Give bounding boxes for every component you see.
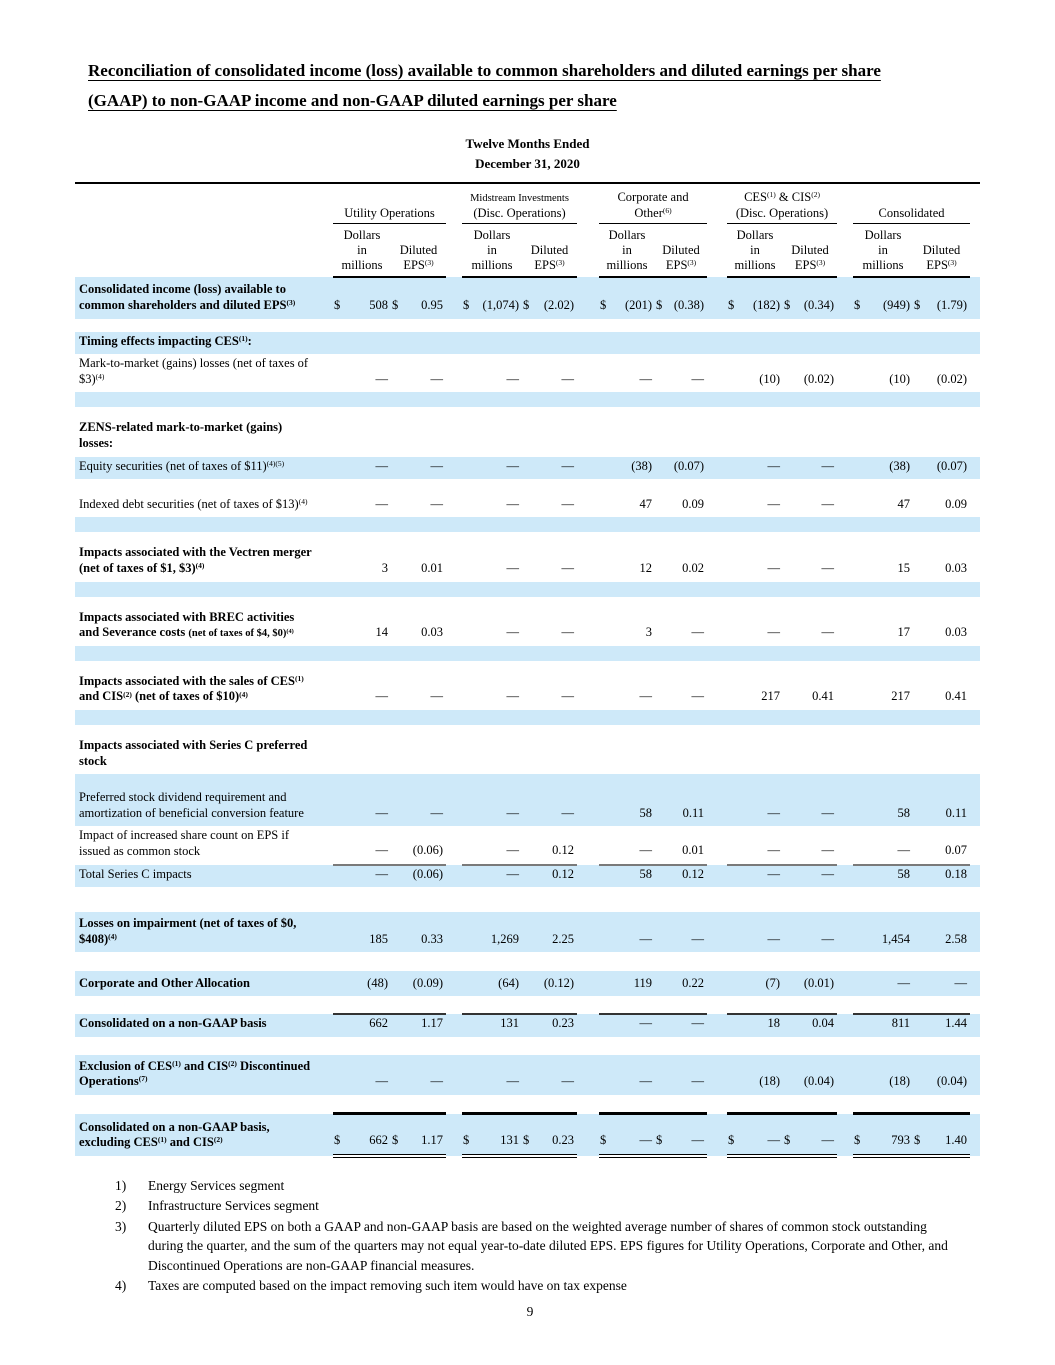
value-cell: 47 [639,496,653,511]
value-cell: — [691,371,705,386]
value-cell: 0.12 [682,866,705,881]
value-cell: — [639,1016,653,1031]
currency-symbol: $ [600,297,607,312]
value-cell: — [691,625,705,640]
table-row [75,608,980,646]
section-row [75,418,980,456]
value-cell: 14 [375,625,388,640]
spacer-row [75,661,980,672]
row-label: Losses on impairment (net of taxes of $0, $408)$^{(4)}$ [79,915,297,946]
value-cell: (0.02) [936,371,968,386]
table-body [75,277,980,1156]
table-row [75,971,980,996]
value-cell: $ 508 [334,297,388,312]
group-header: Midstream Investments (Disc. Operations) [462,183,577,224]
value-cell: 0.22 [682,975,705,990]
row-label: Consolidated on a non-GAAP basis [79,1016,267,1031]
value-cell: 58 [897,866,911,881]
currency-symbol: $ [463,297,470,312]
value-cell: — [897,975,911,990]
spacer-row [75,725,980,736]
value-cell: — [561,371,575,386]
currency-symbol: $ [523,297,530,312]
value-cell: — [430,371,443,386]
footnote-text: Taxes are computed based on the impact removing such item would have on tax expense [148,1278,627,1294]
value-cell: — [506,805,519,820]
currency-symbol: $ [914,1133,921,1148]
value-cell: 15 [897,560,911,575]
table-row [75,826,980,864]
value-cell: (18) [759,1074,781,1089]
group-header: Consolidated [853,183,970,224]
value-cell: 0.04 [812,1016,835,1031]
table-row [75,354,980,392]
footnote-text: Quarterly diluted EPS on both a GAAP and non-GAAP basis are based on the weighted average number of shares of common stock outstanding during the quarter, and the sum of the quarters may not equal year-to-date diluted EPS. EPS figures for Utility Operations, Corporate and Other, and Discontinued Operations are non-GAAP financial measures. [148,1218,948,1273]
value-cell: — [375,689,388,704]
row-label: Impacts associated with BREC activities and Severance costs (net of taxes of $4, $0)$^{(4)}$ [79,609,295,640]
currency-symbol: $ [854,297,861,312]
spacer-row [75,582,980,597]
value-cell: — [375,805,388,820]
value-cell: 185 [369,931,388,946]
footnote-item [115,1196,960,1216]
value-cell: 58 [639,866,653,881]
value-cell: 811 [891,1016,911,1031]
value-cell: — [767,866,781,881]
currency-symbol: $ [728,297,735,312]
spacer-row [75,1037,980,1055]
value-cell: — [561,560,575,575]
value-cell: — [506,689,519,704]
value-cell: 1,269 [490,931,519,946]
value-cell: (7) [765,975,781,990]
value-cell: $ (949) [854,297,911,312]
value-cell: 3 [381,560,388,575]
spacer-row [75,392,980,407]
footnote-number: 3) [115,1218,127,1234]
currency-symbol: $ [392,297,399,312]
value-cell: $ 793 [853,1114,913,1156]
table-row [75,457,980,480]
eps-column-header: Diluted EPS$^{(3)}$ [391,224,446,277]
value-cell: 18 [767,1016,781,1031]
currency-symbol: $ [656,1133,663,1148]
value-cell: — [561,496,575,511]
value-cell: $ (201) [600,297,653,312]
row-label: ZENS-related mark-to-market (gains) losses: [79,420,283,450]
table-row [75,774,980,826]
row-label: Impacts associated with the sales of CES$^{(1)}$ and CIS$^{(2)}$ (net of taxes of $10)$^{(4)}$ [79,673,304,704]
dollars-column-header: Dollars in millions [727,224,783,277]
value-cell: — [853,826,913,864]
value-cell: — [767,560,781,575]
section-row [75,736,980,774]
value-cell: — [783,826,837,864]
footnote-number: 4) [115,1278,127,1294]
value-cell: 0.23 [552,1016,575,1031]
value-cell: (0.07) [936,458,968,473]
group-header: Corporate and Other$^{(6)}$ [599,183,707,224]
row-label: Impacts associated with the Vectren merger (net of taxes of $1, $3)$^{(4)}$ [79,545,312,575]
value-cell: (0.02) [803,371,835,386]
value-cell: (38) [889,458,911,473]
currency-symbol: $ [334,297,341,312]
value-cell: 58 [639,805,653,820]
currency-symbol: $ [656,297,663,312]
value-cell: $ (0.34) [784,297,835,312]
value-cell: 217 [891,689,911,704]
spacer-row [75,407,980,418]
spacer-row [75,597,980,608]
value-cell: — [821,866,835,881]
value-cell: — [375,866,388,881]
value-cell: 0.03 [421,625,443,640]
row-label: Equity securities (net of taxes of $11)$^{(4)(5)}$ [79,458,285,473]
value-cell: — [639,689,653,704]
value-cell: (0.04) [936,1074,968,1089]
value-cell: 0.01 [655,826,707,864]
value-cell: (0.12) [543,975,575,990]
column-header-row [75,224,980,277]
value-cell: — [561,689,575,704]
value-cell: 17 [897,625,911,640]
value-cell: — [561,458,575,473]
value-cell: — [333,826,391,864]
currency-symbol: $ [784,297,791,312]
page-title [88,56,985,116]
title-line-1: Reconciliation of consolidated income (loss) available to common shareholders and diluted earnings per share [88,61,881,80]
value-cell: $ — [599,1114,655,1156]
row-label: Preferred stock dividend requirement and amortization of beneficial conversion feature [79,790,304,820]
value-cell: (10) [889,371,911,386]
spacer-row [75,710,980,725]
row-label: Impacts associated with Series C preferred stock [79,738,308,768]
value-cell: — [506,625,519,640]
value-cell: 0.09 [682,496,705,511]
footnote-number: 1) [115,1177,127,1193]
value-cell: — [639,931,653,946]
value-cell: — [821,625,835,640]
group-header: Utility Operations [333,183,446,224]
value-cell: — [691,1074,705,1089]
value-cell: (0.01) [803,975,835,990]
value-cell: — [767,931,781,946]
value-cell: 119 [633,975,653,990]
value-cell: (0.06) [391,826,446,864]
footnote-text: Energy Services segment [148,1177,285,1193]
value-cell: — [561,805,575,820]
period-header [75,134,980,174]
value-cell: — [506,458,519,473]
currency-symbol: $ [728,1133,735,1148]
value-cell: 662 [369,1016,388,1031]
value-cell: $ (182) [728,297,781,312]
eps-column-header: Diluted EPS$^{(3)}$ [522,224,577,277]
table-row [75,1114,980,1156]
value-cell: 2.58 [945,931,968,946]
row-label: Exclusion of CES$^{(1)}$ and CIS$^{(2)}$ Discontinued Operations$^{(7)}$ [79,1058,311,1089]
value-cell: 2.25 [552,931,575,946]
value-cell: — [639,1074,653,1089]
value-cell: — [430,1074,443,1089]
value-cell: 0.18 [945,866,968,881]
value-cell: 0.11 [945,805,968,820]
spacer-row [75,517,980,532]
value-cell: — [767,805,781,820]
value-cell: — [691,1016,705,1031]
value-cell: $ 662 [333,1114,391,1156]
currency-symbol: $ [914,297,921,312]
value-cell: — [430,496,443,511]
group-header-row [75,183,980,224]
value-cell: — [727,826,783,864]
value-cell: $ (0.38) [656,297,705,312]
value-cell: — [506,496,519,511]
footnote-item [115,1176,960,1196]
value-cell: — [561,1074,575,1089]
value-cell: — [821,560,835,575]
row-label: Indexed debt securities (net of taxes of $13)$^{(4)}$ [79,496,308,511]
value-cell: $ (1,074) [463,297,519,312]
value-cell: — [767,458,781,473]
value-cell: (0.04) [803,1074,835,1089]
value-cell: (0.06) [412,866,443,881]
table-row [75,277,980,319]
dollars-column-header: Dollars in millions [853,224,913,277]
page-number: 9 [526,1303,534,1319]
value-cell: (18) [889,1074,911,1089]
value-cell: 1.17 [421,1016,443,1031]
value-cell: $ 0.23 [522,1114,577,1156]
footnotes-list [115,1176,960,1296]
spacer-row [75,887,980,912]
eps-column-header: Diluted EPS$^{(3)}$ [913,224,970,277]
value-cell: 1.44 [945,1016,968,1031]
value-cell: $ 131 [462,1114,522,1156]
row-label: Mark-to-market (gains) losses (net of taxes of $3)$^{(4)}$ [79,356,309,386]
value-cell: — [375,458,388,473]
eps-column-header: Diluted EPS$^{(3)}$ [655,224,707,277]
row-label: Consolidated income (loss) available to common shareholders and diluted EPS$^{(3)}$ [79,282,296,312]
spacer-row [75,646,980,661]
value-cell: 131 [500,1016,519,1031]
value-cell: $ 1.17 [391,1114,446,1156]
value-cell: — [767,496,781,511]
value-cell: $ (2.02) [523,297,575,312]
dollars-column-header: Dollars in millions [599,224,655,277]
value-cell: $ 1.40 [913,1114,970,1156]
value-cell: (48) [367,975,388,990]
table-row [75,543,980,581]
value-cell: 0.12 [522,826,577,864]
section-row [75,332,980,355]
value-cell: 0.03 [945,625,968,640]
value-cell: $ — [783,1114,837,1156]
footnote-item [115,1276,960,1296]
currency-symbol: $ [463,1133,470,1148]
value-cell: $ — [655,1114,707,1156]
value-cell: 0.41 [945,689,968,704]
period-line-1: Twelve Months Ended [465,136,590,151]
value-cell: — [954,975,968,990]
dollars-column-header: Dollars in millions [462,224,522,277]
value-cell: — [506,1074,519,1089]
value-cell: — [821,805,835,820]
row-label: Total Series C impacts [79,866,192,881]
value-cell: — [375,371,388,386]
dollars-column-header: Dollars in millions [333,224,391,277]
reconciliation-table [75,182,980,1158]
value-cell: — [375,1074,388,1089]
footnote-text: Infrastructure Services segment [148,1198,319,1214]
value-cell: 12 [639,560,653,575]
value-cell: — [561,625,575,640]
value-cell: 1,454 [881,931,911,946]
footnote-item [115,1217,960,1276]
value-cell: 0.02 [682,560,705,575]
footnote-number: 2) [115,1198,127,1214]
table-row [75,1014,980,1037]
value-cell: (0.09) [412,975,443,990]
value-cell: (38) [631,458,653,473]
value-cell: — [430,805,443,820]
value-cell: (0.07) [673,458,705,473]
eps-column-header: Diluted EPS$^{(3)}$ [783,224,837,277]
currency-symbol: $ [334,1133,341,1148]
table-row [75,865,980,888]
value-cell: 58 [897,805,911,820]
value-cell: — [821,458,835,473]
currency-symbol: $ [392,1133,399,1148]
value-cell: — [506,371,519,386]
value-cell: — [506,560,519,575]
currency-symbol: $ [784,1133,791,1148]
value-cell: 0.12 [552,866,575,881]
spacer-row [75,1095,980,1114]
value-cell: — [375,496,388,511]
value-cell: 0.07 [913,826,970,864]
value-cell: 47 [897,496,911,511]
value-cell: $ — [727,1114,783,1156]
table-row [75,912,980,952]
table-row [75,1055,980,1095]
spacer-row [75,532,980,543]
spacer-row [75,319,980,332]
table-wrapper [75,134,980,1158]
currency-symbol: $ [600,1133,607,1148]
value-cell: 217 [761,689,781,704]
value-cell: — [821,496,835,511]
value-cell: — [506,866,519,881]
row-label: Timing effects impacting CES$^{(1)}$: [79,333,252,348]
spacer-row [75,952,980,971]
value-cell: — [691,689,705,704]
value-cell: 0.01 [421,560,443,575]
row-label: Corporate and Other Allocation [79,975,250,990]
value-cell: — [430,458,443,473]
value-cell: — [599,826,655,864]
value-cell: — [821,931,835,946]
value-cell: $ (1.79) [914,297,968,312]
row-label: Consolidated on a non-GAAP basis, excluding CES$^{(1)}$ and CIS$^{(2)}$ [79,1119,270,1150]
value-cell: — [430,689,443,704]
value-cell: (64) [498,975,519,990]
period-line-2: December 31, 2020 [475,156,580,171]
value-cell: — [691,931,705,946]
value-cell: 0.03 [945,560,968,575]
value-cell: $ 0.95 [392,297,443,312]
value-cell: 0.33 [421,931,443,946]
value-cell: 3 [645,625,653,640]
value-cell: (10) [759,371,781,386]
value-cell: 0.11 [682,805,705,820]
currency-symbol: $ [854,1133,861,1148]
table-row [75,479,980,517]
spacer-row [75,996,980,1014]
row-label: Impact of increased share count on EPS if issued as common stock [79,828,290,858]
table-row [75,672,980,710]
value-cell: — [462,826,522,864]
group-header: CES$^{(1)}$ & CIS$^{(2)}$ (Disc. Operations) [727,183,837,224]
currency-symbol: $ [523,1133,530,1148]
table-head [75,183,980,277]
title-line-2: (GAAP) to non-GAAP income and non-GAAP diluted earnings per share [88,91,617,110]
value-cell: — [639,371,653,386]
value-cell: — [767,625,781,640]
value-cell: 0.41 [812,689,835,704]
value-cell: 0.09 [945,496,968,511]
